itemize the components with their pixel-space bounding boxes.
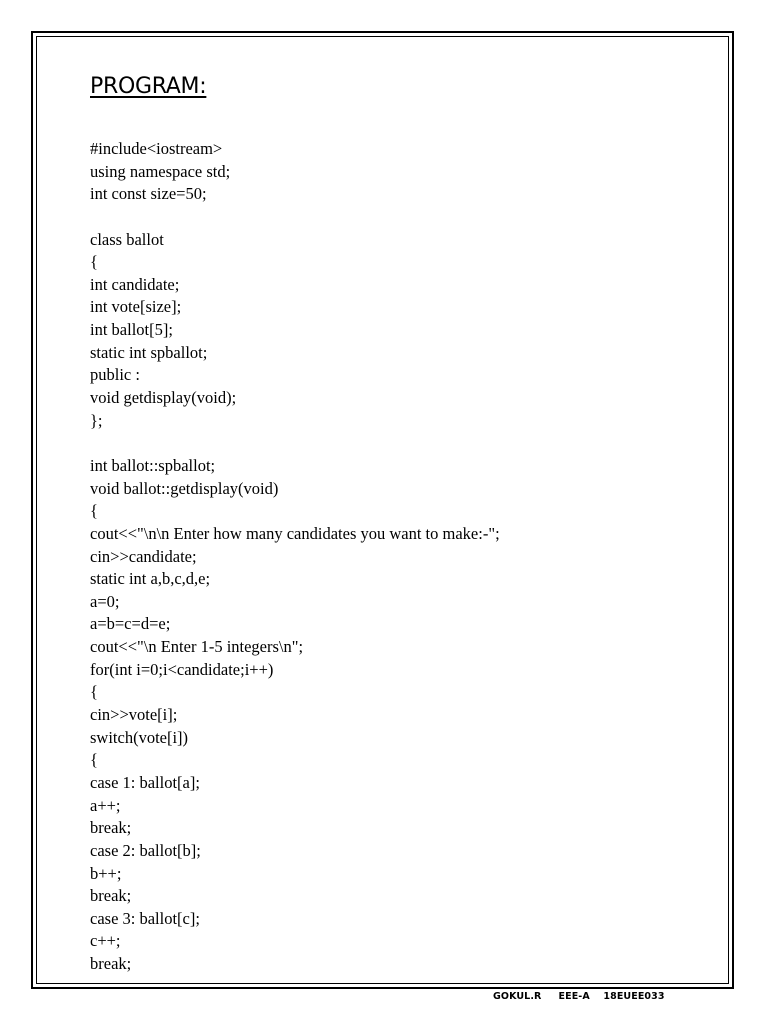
code-line: break; bbox=[90, 954, 132, 974]
footer-info bbox=[493, 991, 665, 1002]
code-line: static int a,b,c,d,e; bbox=[90, 569, 211, 589]
code-line: { bbox=[90, 682, 98, 702]
footer-name: GOKUL.R bbox=[493, 991, 542, 1002]
footer-class: EEE-A bbox=[558, 991, 590, 1002]
code-line: c++; bbox=[90, 931, 121, 951]
code-line: cout<<"\n Enter 1-5 integers\n"; bbox=[90, 637, 304, 657]
code-line: b++; bbox=[90, 863, 122, 883]
code-line: a=0; bbox=[90, 591, 120, 611]
code-line: void getdisplay(void); bbox=[90, 388, 237, 408]
code-line: switch(vote[i]) bbox=[90, 727, 189, 747]
code-line: case 3: ballot[c]; bbox=[90, 908, 200, 928]
code-line: break; bbox=[90, 886, 132, 906]
code-line: { bbox=[90, 750, 98, 770]
code-line: { bbox=[90, 252, 98, 272]
footer-roll: 18EUEE033 bbox=[603, 991, 665, 1002]
code-line: break; bbox=[90, 818, 132, 838]
code-line: int const size=50; bbox=[90, 184, 207, 204]
code-line: static int spballot; bbox=[90, 342, 208, 362]
code-line: using namespace std; bbox=[90, 161, 231, 181]
code-line: int candidate; bbox=[90, 274, 180, 294]
code-line: case 2: ballot[b]; bbox=[90, 840, 201, 860]
code-line: int ballot::spballot; bbox=[90, 455, 216, 475]
code-line: int ballot[5]; bbox=[90, 320, 173, 340]
code-line: #include<iostream> bbox=[90, 139, 223, 158]
code-line: a++; bbox=[90, 795, 121, 815]
code-line: { bbox=[90, 501, 98, 521]
program-heading: PROGRAM: bbox=[90, 74, 207, 99]
code-line: public : bbox=[90, 365, 140, 385]
code-line: case 1: ballot[a]; bbox=[90, 772, 200, 792]
code-line: a=b=c=d=e; bbox=[90, 614, 171, 634]
code-line: cin>>vote[i]; bbox=[90, 705, 178, 725]
code-line: cin>>candidate; bbox=[90, 546, 197, 566]
code-line: }; bbox=[90, 410, 103, 430]
code-line: int vote[size]; bbox=[90, 297, 182, 317]
code-line: class ballot bbox=[90, 229, 164, 249]
code-listing bbox=[90, 138, 500, 976]
code-line: for(int i=0;i<candidate;i++) bbox=[90, 659, 274, 679]
code-line: void ballot::getdisplay(void) bbox=[90, 478, 279, 498]
code-line: cout<<"\n\n Enter how many candidates you want to make:-"; bbox=[90, 523, 500, 543]
code-line bbox=[90, 432, 500, 455]
code-line bbox=[90, 206, 500, 229]
